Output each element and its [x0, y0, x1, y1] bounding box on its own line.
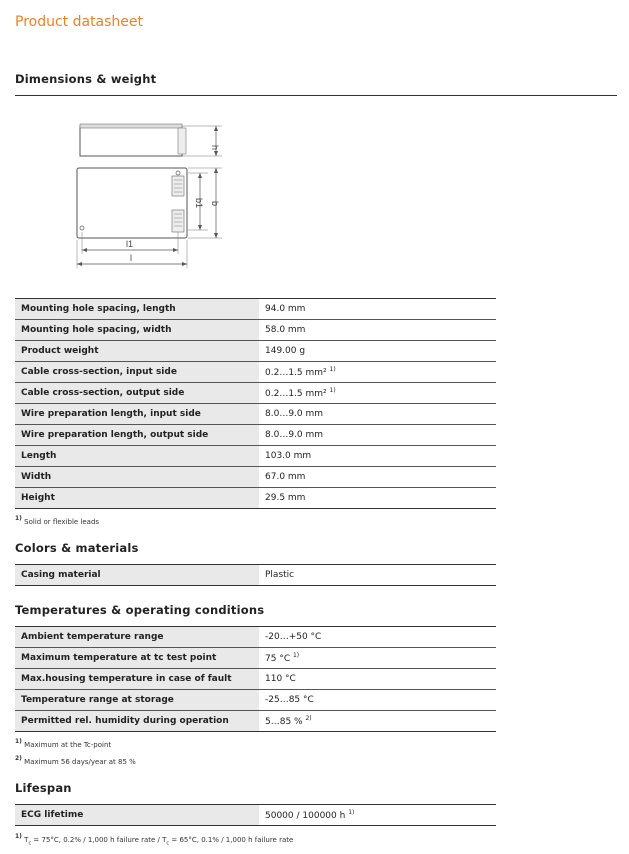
dimensions-footnote: $^{1)}$ Solid or flexible leads: [15, 515, 100, 526]
spec-label: Mounting hole spacing, length: [15, 299, 259, 320]
dimension-drawing: [60, 118, 230, 278]
section-heading-dimensions: Dimensions & weight: [15, 72, 157, 86]
spec-value-text: 8.0…9.0 mm: [265, 430, 324, 440]
spec-value: [259, 467, 496, 488]
spec-label: Temperature range at storage: [15, 690, 259, 711]
spec-label: Product weight: [15, 341, 259, 362]
spec-value: [259, 446, 496, 467]
spec-value-text: 149.00 g: [265, 346, 306, 356]
lifespan-footnote: $^{1)}$ $T_c = 75^\circ C$, 0.2% / 1,000 h failure rate / $T_c = 65^\circ C$, 0.1% / 1,000 h failure rate: [15, 833, 294, 847]
dimensions-table: [15, 298, 496, 509]
footnote-ref: 1): [292, 652, 300, 659]
spec-value: [259, 711, 496, 732]
spec-row: [15, 404, 496, 425]
spec-value-text: 0.2…1.5 mm²: [265, 368, 327, 378]
spec-value: [259, 383, 496, 404]
spec-row: [15, 488, 496, 509]
spec-value-text: 5…85 %: [265, 717, 303, 727]
spec-value: [259, 362, 496, 383]
section-rule: [15, 95, 617, 96]
spec-label: Mounting hole spacing, width: [15, 320, 259, 341]
spec-row: [15, 690, 496, 711]
spec-value: [259, 648, 496, 669]
spec-label: Length: [15, 446, 259, 467]
spec-row: [15, 711, 496, 732]
spec-label: ECG lifetime: [15, 805, 259, 826]
spec-value-text: 0.2…1.5 mm²: [265, 389, 327, 399]
temperatures-footnote-1: $^{1)}$ Maximum at the Tc-point: [15, 738, 112, 749]
spec-row: [15, 425, 496, 446]
spec-value: [259, 690, 496, 711]
page-title: Product datasheet: [15, 14, 144, 30]
spec-label: Wire preparation length, output side: [15, 425, 259, 446]
spec-row: [15, 627, 496, 648]
spec-row: [15, 565, 496, 586]
section-heading-colors: Colors & materials: [15, 541, 139, 555]
spec-value-text: 50000 / 100000 h: [265, 811, 346, 821]
spec-value: [259, 488, 496, 509]
spec-row: [15, 648, 496, 669]
spec-value-text: -20…+50 °C: [265, 632, 322, 642]
spec-label: Height: [15, 488, 259, 509]
spec-value: [259, 341, 496, 362]
spec-value-text: 58.0 mm: [265, 325, 306, 335]
dim-label-h: h: [210, 145, 220, 151]
spec-row: [15, 299, 496, 320]
temperatures-table: [15, 626, 496, 732]
spec-row: [15, 669, 496, 690]
spec-row: [15, 320, 496, 341]
spec-label: Width: [15, 467, 259, 488]
spec-value-text: 67.0 mm: [265, 472, 306, 482]
spec-value: [259, 565, 496, 586]
spec-row: [15, 805, 496, 826]
spec-label: Permitted rel. humidity during operation: [15, 711, 259, 732]
spec-row: [15, 362, 496, 383]
spec-row: [15, 341, 496, 362]
footnote-ref: 2): [305, 715, 312, 722]
spec-value-text: 103.0 mm: [265, 451, 312, 461]
section-heading-lifespan: Lifespan: [15, 781, 72, 795]
spec-value: [259, 669, 496, 690]
spec-label: Casing material: [15, 565, 259, 586]
spec-value: [259, 627, 496, 648]
spec-value: [259, 320, 496, 341]
spec-label: Wire preparation length, input side: [15, 404, 259, 425]
spec-value-text: 110 °C: [265, 674, 296, 684]
spec-value: [259, 425, 496, 446]
spec-value-text: 94.0 mm: [265, 304, 306, 314]
temperatures-footnote-2: $^{2)}$ Maximum 56 days/year at 85 %: [15, 755, 136, 766]
spec-label: Cable cross-section, output side: [15, 383, 259, 404]
spec-value-text: 75 °C: [265, 654, 291, 664]
dim-label-l1: l1: [126, 239, 134, 249]
spec-label: Maximum temperature at tc test point: [15, 648, 259, 669]
spec-row: [15, 383, 496, 404]
footnote-ref: 1): [329, 366, 336, 373]
spec-label: Max.housing temperature in case of fault: [15, 669, 259, 690]
spec-value-text: 8.0…9.0 mm: [265, 409, 324, 419]
dim-label-b1: b1: [194, 198, 204, 209]
lifespan-table: [15, 804, 496, 826]
section-heading-temperatures: Temperatures & operating conditions: [15, 603, 265, 617]
footnote-ref: 1): [329, 387, 336, 394]
colors-table: [15, 564, 496, 586]
spec-value: [259, 805, 496, 826]
spec-value-text: -25…85 °C: [265, 695, 314, 705]
dim-label-l: l: [130, 253, 132, 263]
spec-label: Ambient temperature range: [15, 627, 259, 648]
spec-row: [15, 446, 496, 467]
spec-value-text: 29.5 mm: [265, 493, 306, 503]
spec-label: Cable cross-section, input side: [15, 362, 259, 383]
spec-value-text: Plastic: [265, 570, 295, 580]
spec-value: [259, 299, 496, 320]
spec-value: [259, 404, 496, 425]
dim-label-b: b: [210, 201, 220, 207]
footnote-ref: 1): [348, 809, 355, 816]
spec-row: [15, 467, 496, 488]
